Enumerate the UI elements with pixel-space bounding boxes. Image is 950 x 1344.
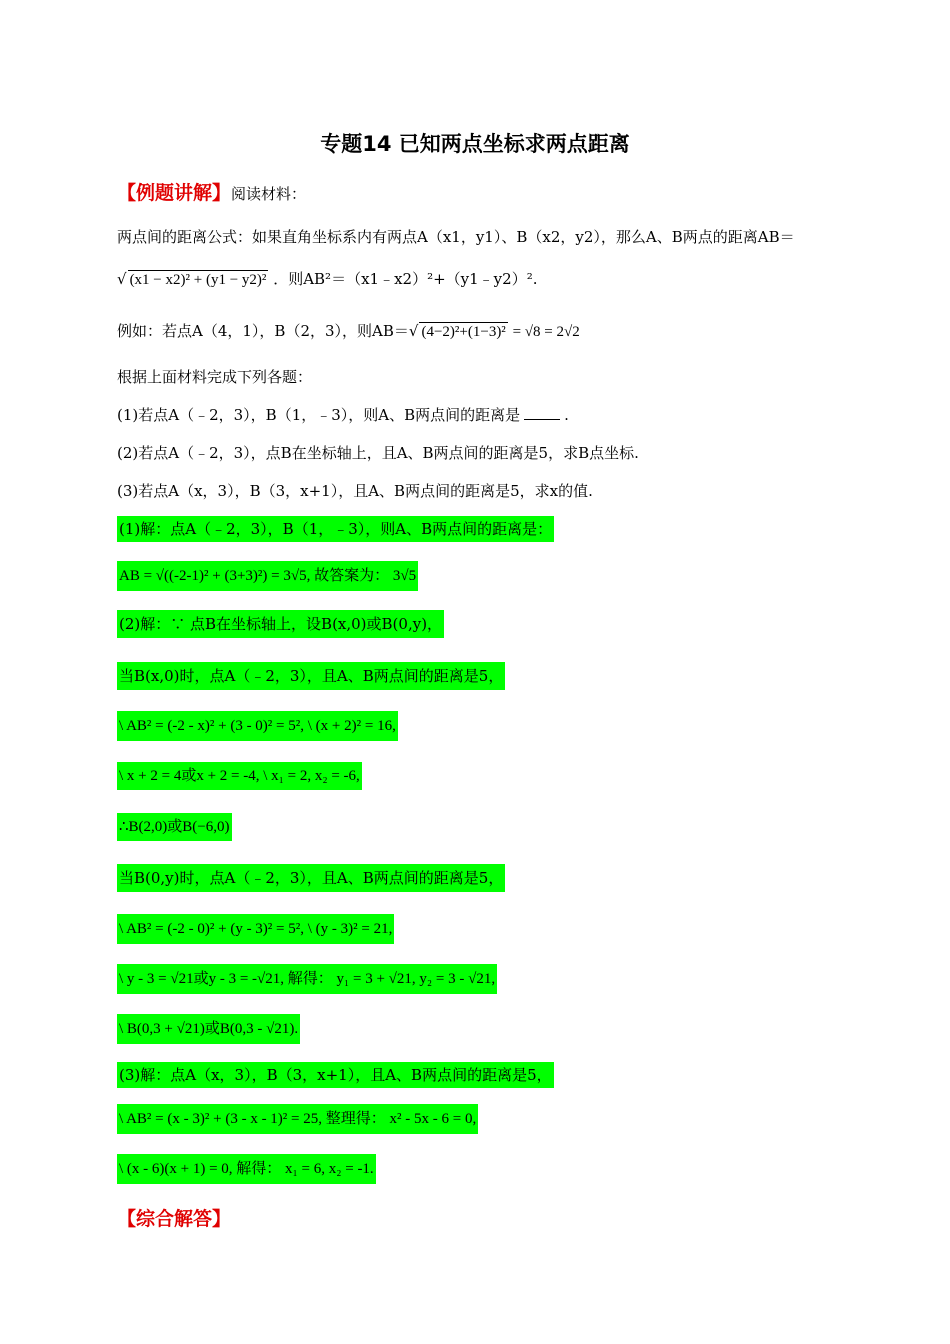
formula-radical: (x1 − x2)² + (y1 − y2)² <box>129 272 267 288</box>
question-1 <box>117 406 569 424</box>
example-intro: 阅读材料： <box>231 185 307 203</box>
answer-blank <box>524 419 560 420</box>
task-line: 根据上面材料完成下列各题： <box>117 368 313 386</box>
question-1-text: (1)若点A（﹣2，3），B（1，﹣3），则A、B两点间的距离是 <box>117 406 521 424</box>
question-1-end: . <box>564 406 569 424</box>
solution-line-13: \ AB² = (x - 3)² + (3 - x - 1)² = 25, 整理得： x² - 5x - 6 = 0, <box>117 1104 478 1134</box>
formula-line-2: √ (x1 − x2)² + (y1 − y2)² ．则AB²＝（x1﹣x2）²+（y1﹣y2）². <box>117 270 538 288</box>
formula-rest: ．则AB²＝（x1﹣x2）²+（y1﹣y2）². <box>273 270 538 288</box>
example-header-line <box>117 182 306 205</box>
example-suffix: = √8 = 2√2 <box>512 324 580 340</box>
solution-line-2: AB = √((-2-1)² + (3+3)²) = 3√5, 故答案为： 3√5 <box>117 561 418 591</box>
solution-line-6: \ x + 2 = 4或x + 2 = -4, \ x₁ = 2, x₂ = -6, <box>117 762 362 790</box>
solution-line-11: \ B(0,3 + √21)或B(0,3 - √21). <box>117 1014 300 1044</box>
solution-line-9: \ AB² = (-2 - 0)² + (y - 3)² = 5², \ (y - 3)² = 21, <box>117 914 394 944</box>
solution-line-10: \ y - 3 = √21或y - 3 = -√21, 解得： y₁ = 3 + √21, y₂ = 3 - √21, <box>117 964 497 994</box>
solution-line-1: (1)解：点A（﹣2，3），B（1，﹣3），则A、B两点间的距离是： <box>117 516 554 542</box>
formula-line-1: 两点间的距离公式：如果直角坐标系内有两点A（x1，y1）、B（x2，y2），那么A、B两点的距离AB＝ <box>117 228 795 246</box>
solution-line-14: \ (x - 6)(x + 1) = 0, 解得： x₁ = 6, x₂ = -1. <box>117 1154 376 1184</box>
solution-line-7: ∴B(2,0)或B(−6,0) <box>117 813 232 841</box>
example-radical: (4−2)²+(1−3)² <box>421 324 506 340</box>
example-prefix: 例如：若点A（4，1），B（2，3），则AB＝ <box>117 322 409 340</box>
example-section-header: 【例题讲解】 <box>117 182 232 204</box>
solution-line-4: 当B(x,0)时，点A（﹣2，3），且A、B两点间的距离是5， <box>117 662 505 690</box>
solution-line-12: (3)解：点A（x，3），B（3，x+1），且A、B两点间的距离是5， <box>117 1062 554 1088</box>
page-title: 专题14 已知两点坐标求两点距离 <box>320 132 630 156</box>
question-2: (2)若点A（﹣2，3），点B在坐标轴上，且A、B两点间的距离是5，求B点坐标. <box>117 444 639 462</box>
solution-line-3: (2)解：∵ 点B在坐标轴上，设B(x,0)或B(0,y)， <box>117 610 444 638</box>
question-3: (3)若点A（x，3），B（3，x+1），且A、B两点间的距离是5，求x的值. <box>117 482 593 500</box>
comprehensive-section-header: 【综合解答】 <box>117 1208 232 1230</box>
solution-line-5: \ AB² = (-2 - x)² + (3 - 0)² = 5², \ (x + 2)² = 16, <box>117 711 398 741</box>
example-line: 例如：若点A（4，1），B（2，3），则AB＝√ (4−2)²+(1−3)² = √8 = 2√2 <box>117 322 580 340</box>
solution-line-8: 当B(0,y)时，点A（﹣2，3），且A、B两点间的距离是5， <box>117 864 505 892</box>
